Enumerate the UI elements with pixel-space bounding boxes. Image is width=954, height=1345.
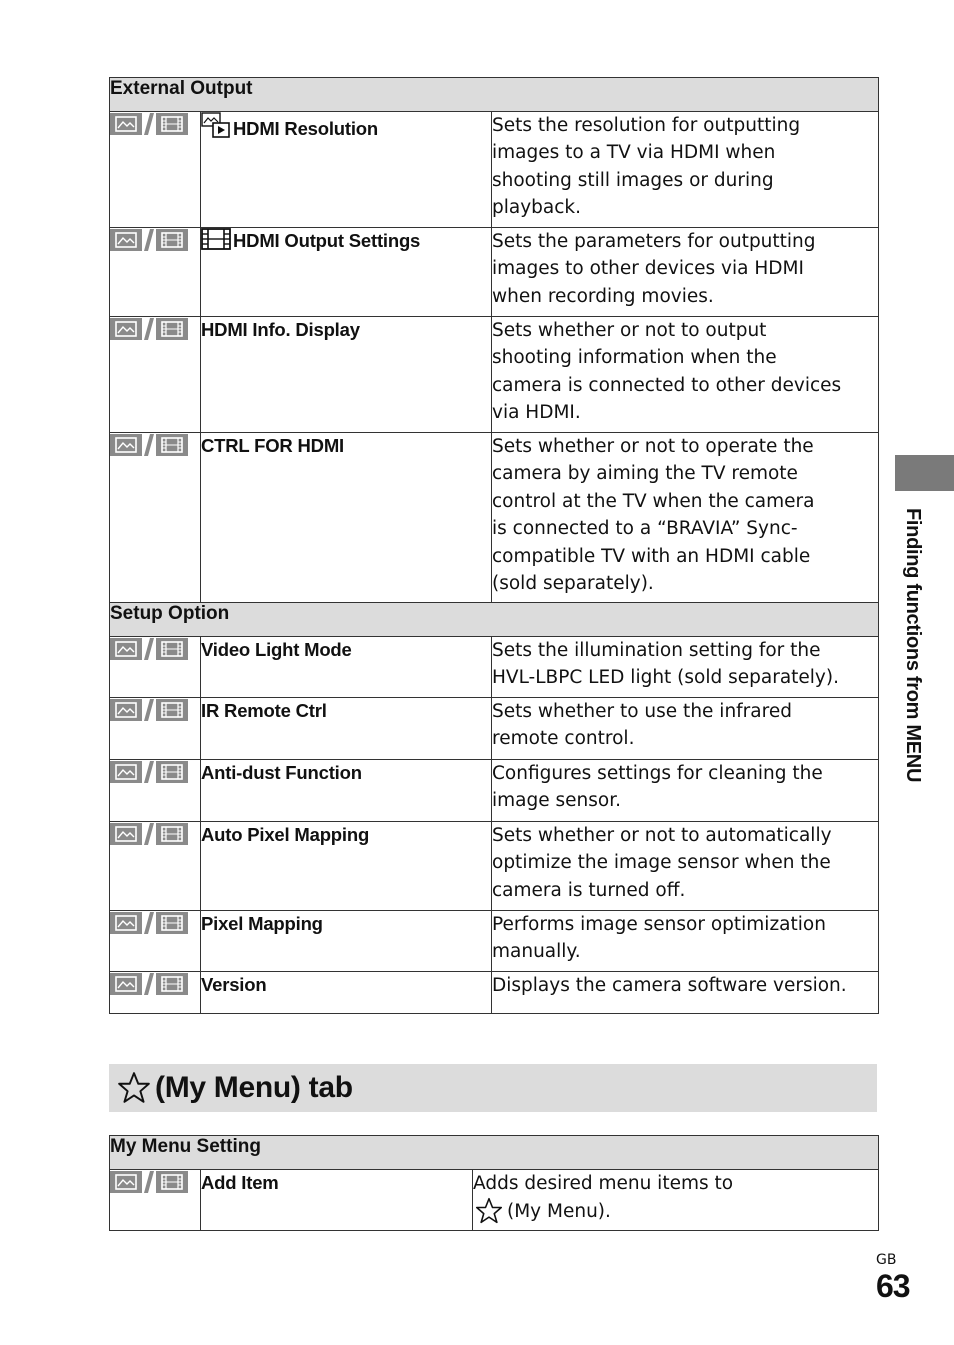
item-name: Version: [201, 972, 492, 1014]
page-language: GB: [876, 1252, 897, 1268]
section-title-external-output: External Output: [110, 78, 879, 112]
item-description: Sets the resolution for outputting images to a TV via HDMI when shooting still images or during playback.: [492, 112, 879, 228]
table-row: [110, 698, 879, 760]
item-description: Sets whether to use the infrared remote control.: [492, 698, 879, 760]
star-icon: [117, 1071, 151, 1105]
heading-title: (My Menu) tab: [155, 1071, 353, 1104]
still-movie-mode-icon: [110, 698, 188, 722]
item-name: HDMI Output Settings: [233, 230, 421, 251]
my-menu-setting-table: [109, 1135, 879, 1231]
still-movie-mode-icon: [110, 228, 188, 252]
item-description: Performs image sensor optimization manually.: [492, 911, 879, 972]
item-name: Pixel Mapping: [201, 911, 492, 972]
still-movie-mode-icon: [110, 317, 188, 341]
still-movie-mode-icon: [110, 1170, 188, 1194]
still-movie-mode-icon: [110, 822, 188, 846]
my-menu-tab-heading: [109, 1064, 877, 1112]
still-playback-icon: [201, 112, 231, 138]
table-row: [110, 112, 879, 228]
section-title-my-menu-setting: My Menu Setting: [110, 1136, 879, 1170]
page-number: 63: [876, 1268, 910, 1304]
table-row: [110, 228, 879, 317]
table-row: [110, 433, 879, 603]
item-name: HDMI Resolution: [233, 118, 378, 139]
item-name: Anti-dust Function: [201, 760, 492, 822]
item-description: Sets the illumination setting for the HVL-LBPC LED light (sold separately).: [492, 637, 879, 698]
item-description: Sets the parameters for outputting images to other devices via HDMI when recording movies.: [492, 228, 879, 317]
item-name: CTRL FOR HDMI: [201, 433, 492, 603]
chapter-label: Finding functions from MENU: [902, 508, 924, 783]
item-name: Auto Pixel Mapping: [201, 822, 492, 911]
item-description: Sets whether or not to output shooting information when the camera is connected to other devices via HDMI.: [492, 317, 879, 433]
table-row: [110, 1170, 879, 1231]
item-name: Video Light Mode: [201, 637, 492, 698]
still-movie-mode-icon: [110, 911, 188, 935]
table-row: [110, 637, 879, 698]
movie-icon: [201, 228, 231, 250]
item-name: Add Item: [201, 1170, 473, 1231]
still-movie-mode-icon: [110, 637, 188, 661]
table-row: [110, 972, 879, 1014]
still-movie-mode-icon: [110, 433, 188, 457]
still-movie-mode-icon: [110, 972, 188, 996]
item-name: HDMI Info. Display: [201, 317, 492, 433]
item-description: Sets whether or not to operate the camera by aiming the TV remote control at the TV when the camera is connected to a “BRAVIA” Sync- compatible TV with an HDMI cable (sold separately).: [492, 433, 879, 603]
item-description: Configures settings for cleaning the image sensor.: [492, 760, 879, 822]
table-row: [110, 911, 879, 972]
external-output-table: [109, 77, 879, 1014]
item-description: Displays the camera software version.: [492, 972, 879, 1014]
section-title-setup-option: Setup Option: [110, 603, 879, 637]
item-description: Adds desired menu items to (My Menu).: [473, 1170, 879, 1231]
table-row: [110, 317, 879, 433]
table-row: [110, 760, 879, 822]
star-icon: [473, 1197, 505, 1225]
table-row: [110, 822, 879, 911]
still-movie-mode-icon: [110, 112, 188, 136]
item-description: Sets whether or not to automatically optimize the image sensor when the camera is turned off.: [492, 822, 879, 911]
item-name: IR Remote Ctrl: [201, 698, 492, 760]
chapter-tab-marker: [895, 455, 954, 491]
still-movie-mode-icon: [110, 760, 188, 784]
